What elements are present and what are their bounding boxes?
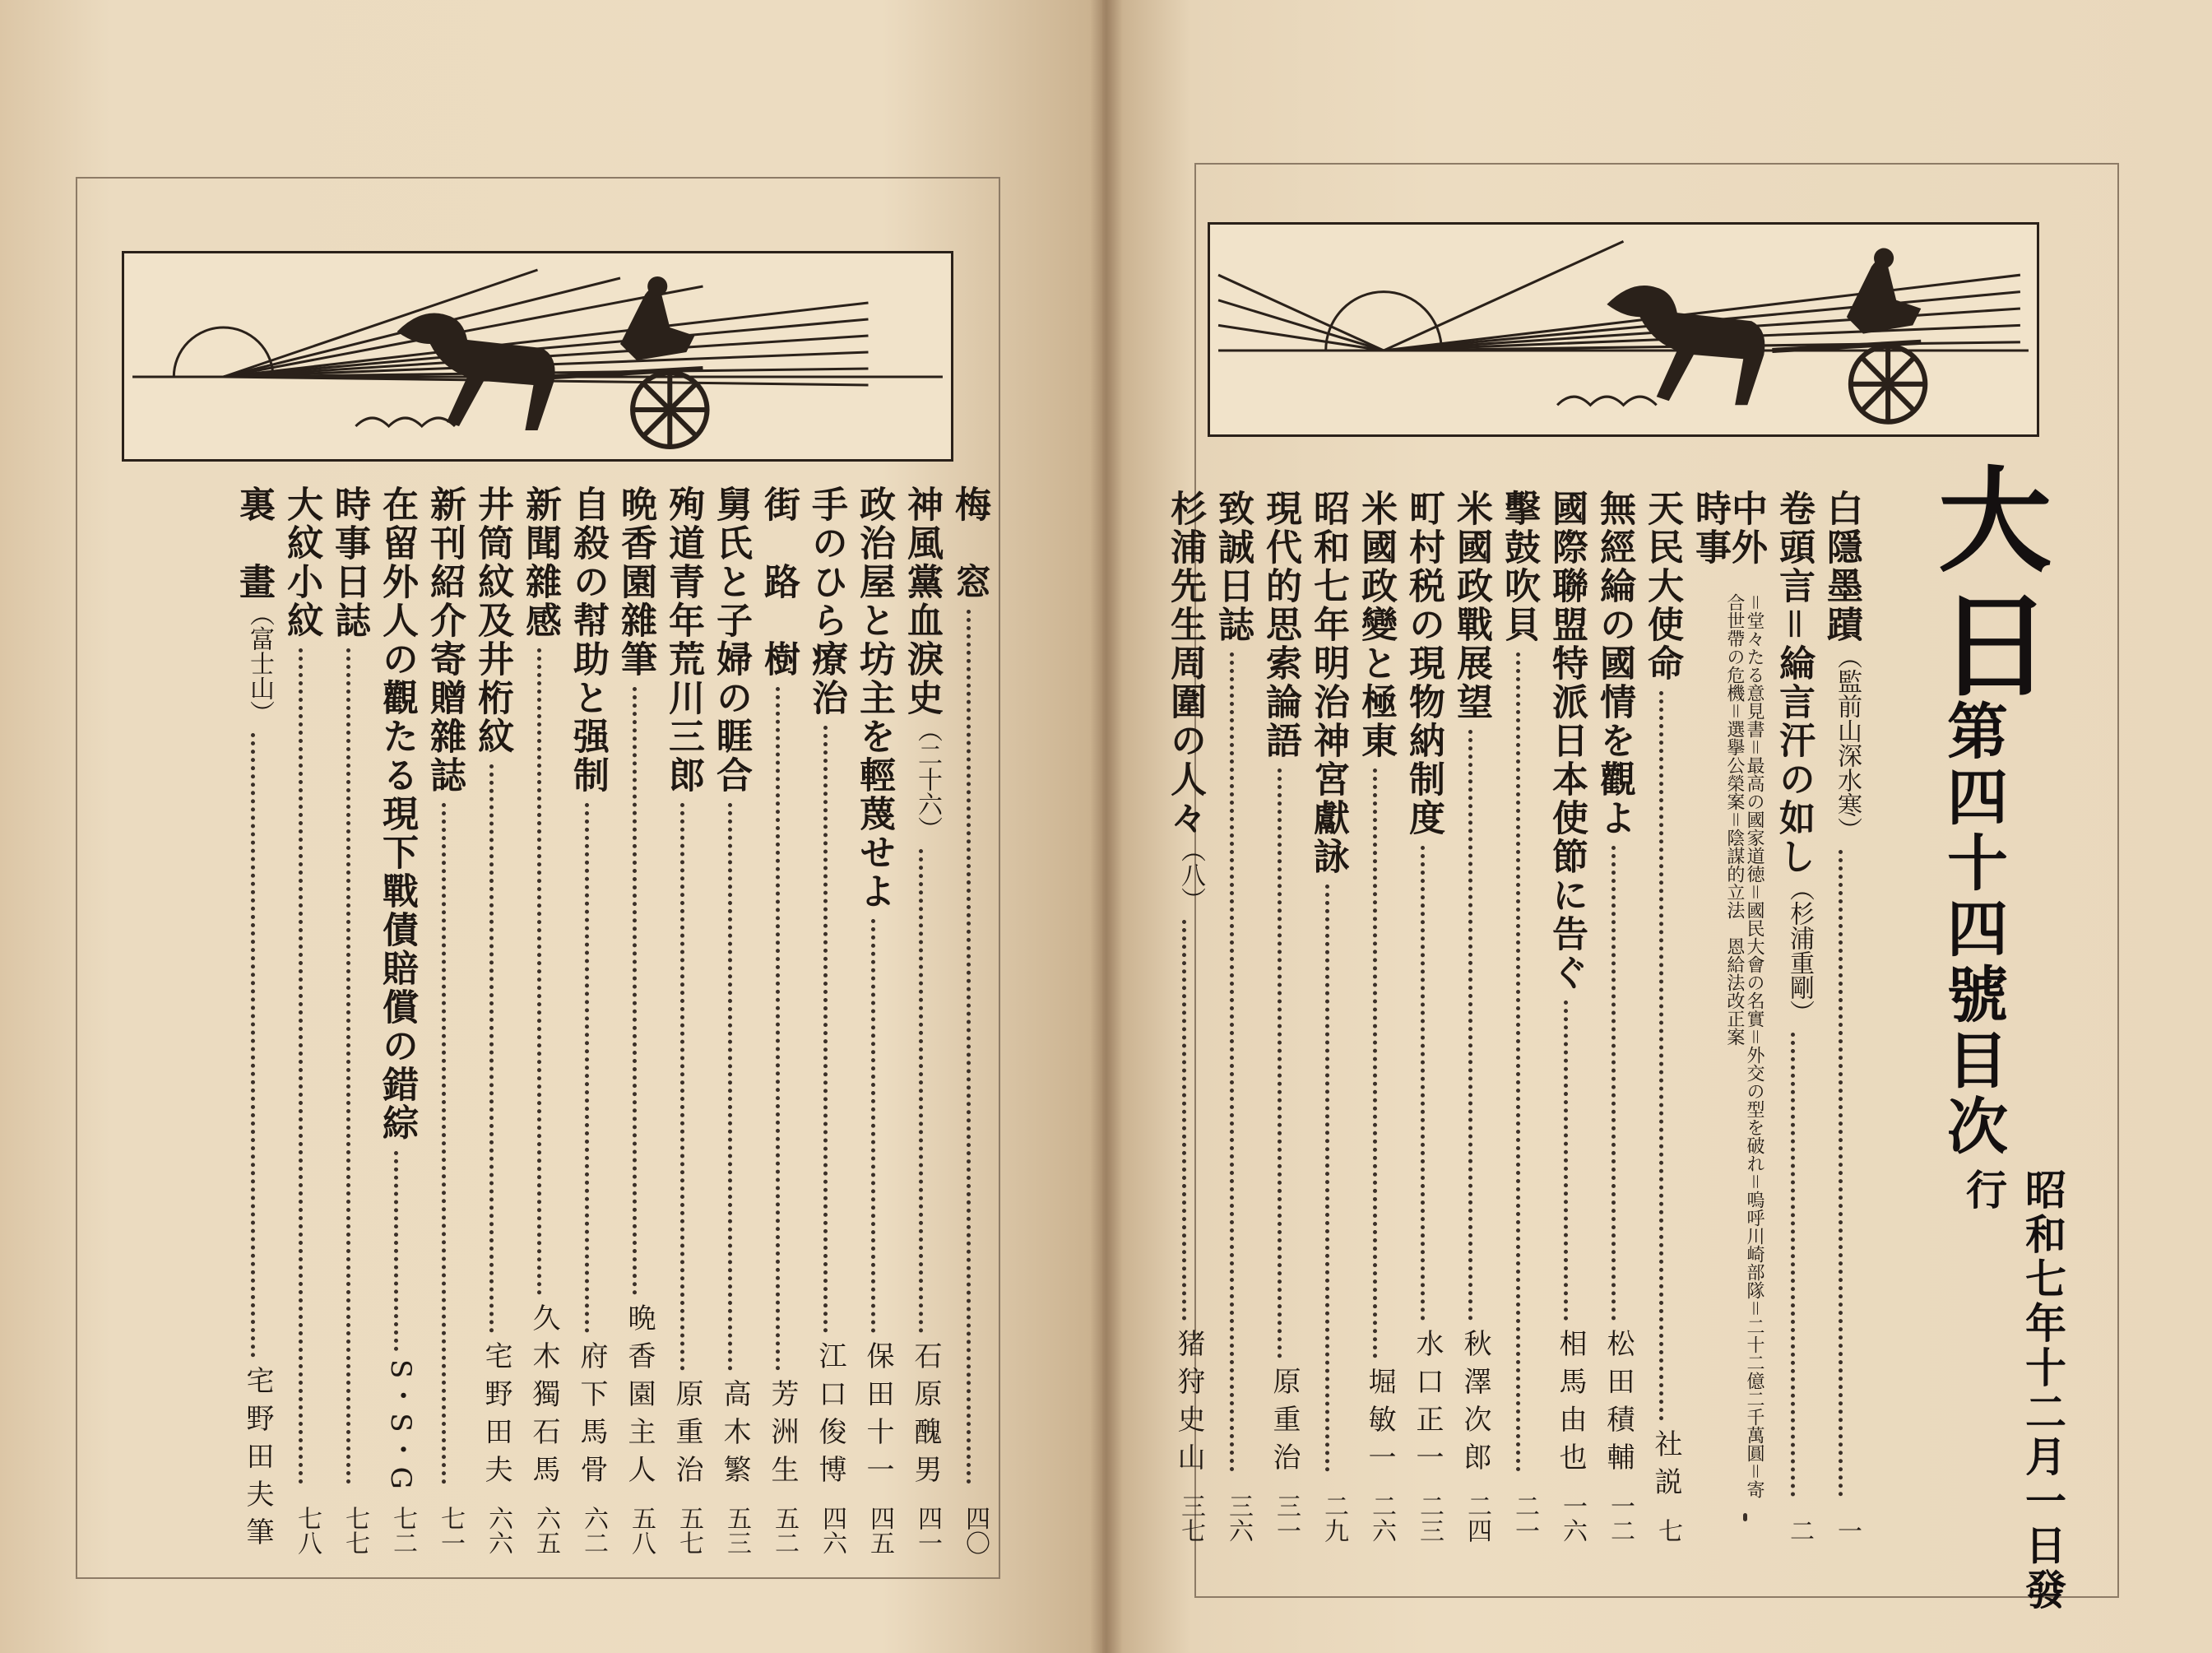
leader-dots — [283, 648, 303, 1484]
leader-dots — [1262, 768, 1282, 1358]
leader-dots — [1214, 652, 1234, 1472]
toc-author: 宅野田夫 — [480, 1341, 512, 1493]
toc-title: 在留外人の觀たる現下戰債賠償の錯綜 — [376, 485, 418, 1143]
toc-page-number: 五七 — [675, 1506, 703, 1555]
toc-page-number: 三六 — [1224, 1493, 1253, 1543]
toc-author: 秋澤次郎 — [1458, 1329, 1491, 1480]
toc-page-number: 四六 — [818, 1506, 846, 1555]
toc-page-number: 二一 — [1510, 1493, 1539, 1543]
toc-entry[interactable] — [805, 485, 847, 1555]
leader-dots — [617, 687, 637, 1295]
chariot-sunrise-illustration-left — [122, 251, 953, 462]
toc-entry[interactable] — [471, 485, 513, 1555]
toc-page-number: 二九 — [1319, 1493, 1348, 1543]
toc-page-number: 二三 — [1415, 1493, 1444, 1543]
toc-entry[interactable] — [328, 485, 370, 1555]
toc-title: 手のひら療治 — [805, 485, 847, 717]
left-table-of-contents — [189, 485, 990, 1555]
toc-title: 擊鼓吹貝 — [1498, 490, 1540, 644]
toc-title: 舅氏と子婦の睚合 — [710, 485, 752, 795]
leader-dots — [1310, 885, 1329, 1472]
toc-author: 原重治 — [1268, 1367, 1301, 1480]
toc-title: 米國政變と極東 — [1355, 490, 1397, 760]
toc-entry[interactable] — [1498, 490, 1540, 1543]
leader-dots — [1166, 920, 1186, 1321]
toc-entry[interactable] — [519, 485, 561, 1555]
toc-title: 政治屋と坊主を輕蔑せよ — [853, 485, 895, 911]
leader-dots — [378, 1151, 398, 1351]
leader-dots — [1775, 1033, 1795, 1497]
issue-date: 昭和七年十二月一日發行 — [1959, 1168, 2067, 1613]
leader-dots — [331, 648, 350, 1484]
toc-author: 久木獨石馬 — [527, 1303, 560, 1493]
toc-subtitle: ＝堂々たる意見書＝最高の國家道徳＝國民大會の名實＝外交の型を破れ＝嗚呼川崎部隊＝二十二億二千萬圓＝寄合世帶の危機＝選擧公榮案＝陰謀的立法 恩給法改正案 — [1723, 593, 1764, 1499]
issue-heading: 第四十四號目次 — [1937, 699, 2008, 1160]
toc-entry[interactable] — [614, 485, 656, 1555]
toc-page-number: 四一 — [913, 1506, 942, 1555]
toc-title: 神風黨血淚史 — [901, 485, 943, 717]
leader-dots — [951, 610, 971, 1484]
toc-title: 米國政戰展望 — [1450, 490, 1492, 722]
leader-dots — [1357, 768, 1377, 1358]
toc-title: 時事日誌 — [328, 485, 370, 640]
toc-entry[interactable] — [281, 485, 322, 1555]
toc-title: 梅 窓 — [948, 485, 990, 601]
toc-page-number: 一二 — [1606, 1493, 1635, 1543]
leader-dots — [1823, 850, 1843, 1497]
toc-title: 中外時事 — [1689, 490, 1767, 567]
toc-page-number: 五二 — [770, 1506, 799, 1555]
toc-author: 石原醜男 — [909, 1341, 942, 1493]
toc-page-number: 二六 — [1367, 1493, 1396, 1543]
toc-entry[interactable] — [1593, 490, 1635, 1543]
leader-dots — [426, 803, 446, 1484]
toc-page-number: 六六 — [484, 1506, 512, 1555]
toc-title: 現代的思索論語 — [1259, 490, 1301, 760]
toc-page-number: 五三 — [722, 1506, 751, 1555]
leader-dots — [474, 764, 494, 1333]
toc-page-number: 六五 — [531, 1506, 560, 1555]
toc-title: 自殺の幇助と强制 — [567, 485, 609, 795]
toc-entry[interactable] — [376, 485, 418, 1555]
toc-title: 殉道青年荒川三郎 — [662, 485, 704, 795]
toc-page-number: 三七 — [1176, 1493, 1205, 1543]
toc-page-number: 三一 — [1272, 1493, 1301, 1543]
toc-page-number: 七七 — [341, 1506, 369, 1555]
toc-page-number: 五八 — [627, 1506, 656, 1555]
toc-entry[interactable] — [233, 485, 275, 1555]
toc-title: 致誠日誌 — [1212, 490, 1254, 644]
toc-title: 裏 畫 — [233, 485, 275, 601]
toc-page-number: 四〇 — [961, 1506, 990, 1555]
leader-dots — [1500, 652, 1520, 1472]
toc-entry[interactable] — [1689, 490, 1767, 1543]
leader-dots — [1453, 730, 1472, 1321]
leader-dots — [903, 849, 923, 1333]
toc-page-number: 二 — [1785, 1518, 1814, 1543]
leader-dots — [760, 687, 780, 1371]
toc-entry[interactable] — [1820, 490, 1862, 1543]
toc-entry[interactable] — [424, 485, 466, 1555]
toc-page-number: 七一 — [436, 1506, 465, 1555]
toc-entry[interactable] — [1450, 490, 1492, 1543]
toc-entry[interactable] — [1641, 490, 1683, 1543]
toc-title: 街 路 樹 — [758, 485, 800, 679]
toc-author: 水口正一 — [1411, 1329, 1444, 1480]
toc-subtitle: （監前山深水寒） — [1833, 644, 1862, 842]
toc-title: 町村税の現物納制度 — [1403, 490, 1445, 838]
toc-entry[interactable] — [710, 485, 752, 1555]
toc-title: 無經綸の國情を觀よ — [1593, 490, 1635, 838]
toc-title: 新聞雜感 — [519, 485, 561, 640]
toc-author: S・S・G — [384, 1359, 417, 1493]
toc-title: 晩香園雜筆 — [614, 485, 656, 679]
toc-entry[interactable] — [1164, 490, 1206, 1543]
toc-author: 芳洲生 — [766, 1379, 799, 1493]
toc-page-number: 二四 — [1463, 1493, 1491, 1543]
toc-title: 大紋小紋 — [281, 485, 322, 640]
toc-subtitle: （富士山） — [245, 601, 274, 725]
toc-author: 松田積輔 — [1602, 1329, 1635, 1480]
leader-dots — [1644, 691, 1663, 1421]
toc-entry[interactable] — [758, 485, 800, 1555]
toc-author: 堀敏一 — [1363, 1367, 1396, 1480]
toc-title: 國際聯盟特派日本使節に告ぐ — [1546, 490, 1588, 992]
toc-page-number: 四五 — [865, 1506, 894, 1555]
toc-page-number: 一六 — [1558, 1493, 1587, 1543]
toc-entry[interactable] — [1259, 490, 1301, 1543]
toc-title: 杉浦先生周圍の人々 — [1164, 490, 1206, 838]
leader-dots — [712, 803, 732, 1371]
magazine-title: 大日 — [1919, 461, 2053, 711]
leader-dots — [1691, 1513, 1747, 1521]
right-table-of-contents — [1164, 490, 1862, 1543]
toc-author: 猪狩史山 — [1172, 1329, 1205, 1480]
toc-page-number: 七二 — [388, 1506, 417, 1555]
toc-author: 府下馬骨 — [575, 1341, 608, 1493]
toc-entry[interactable] — [1546, 490, 1588, 1543]
toc-title: 天民大使命 — [1641, 490, 1683, 683]
toc-subtitle: （杉浦重剛） — [1785, 876, 1814, 1024]
toc-entry[interactable] — [662, 485, 704, 1555]
chariot-sunrise-illustration-right — [1208, 222, 2039, 437]
toc-page-number: 六二 — [579, 1506, 608, 1555]
toc-author: 晩香園主人 — [623, 1303, 656, 1493]
toc-author: 原重治 — [670, 1379, 703, 1493]
leader-dots — [1596, 846, 1616, 1321]
leader-dots — [808, 726, 828, 1333]
toc-page-number: 七 — [1653, 1518, 1682, 1543]
toc-title: 昭和七年明治神宮獻詠 — [1307, 490, 1349, 876]
toc-subtitle: （八） — [1176, 838, 1205, 912]
toc-entry[interactable] — [853, 485, 895, 1555]
leader-dots — [235, 733, 255, 1358]
toc-author: 高木繁 — [718, 1379, 751, 1493]
toc-entry[interactable] — [1307, 490, 1349, 1543]
toc-entry[interactable] — [948, 485, 990, 1555]
toc-title: 卷頭言＝綸言汗の如し — [1773, 490, 1815, 876]
toc-entry[interactable] — [1355, 490, 1397, 1543]
leader-dots — [856, 919, 875, 1333]
toc-entry[interactable] — [1212, 490, 1254, 1543]
toc-page-number: 一 — [1833, 1518, 1862, 1543]
toc-entry[interactable] — [567, 485, 609, 1555]
toc-entry[interactable] — [901, 485, 943, 1555]
toc-page-number: 七八 — [293, 1506, 322, 1555]
toc-author: 江口俊博 — [814, 1341, 846, 1493]
toc-author: 宅野田夫筆 — [241, 1366, 274, 1555]
leader-dots — [1405, 846, 1425, 1321]
toc-entry[interactable] — [1773, 490, 1815, 1543]
toc-author: 相馬由也 — [1554, 1329, 1587, 1480]
toc-author: 保田十一 — [861, 1341, 894, 1493]
toc-entry[interactable] — [1403, 490, 1445, 1543]
leader-dots — [665, 803, 684, 1371]
leader-dots — [569, 803, 589, 1333]
leader-dots — [1548, 1001, 1568, 1321]
toc-title: 新刊紹介寄贈雜誌 — [424, 485, 466, 795]
toc-author: 社説 — [1649, 1429, 1682, 1505]
toc-subtitle: （二十六） — [913, 717, 942, 841]
leader-dots — [522, 648, 541, 1295]
toc-title: 白隱墨蹟 — [1820, 490, 1862, 644]
toc-title: 井筒紋及井桁紋 — [471, 485, 513, 756]
